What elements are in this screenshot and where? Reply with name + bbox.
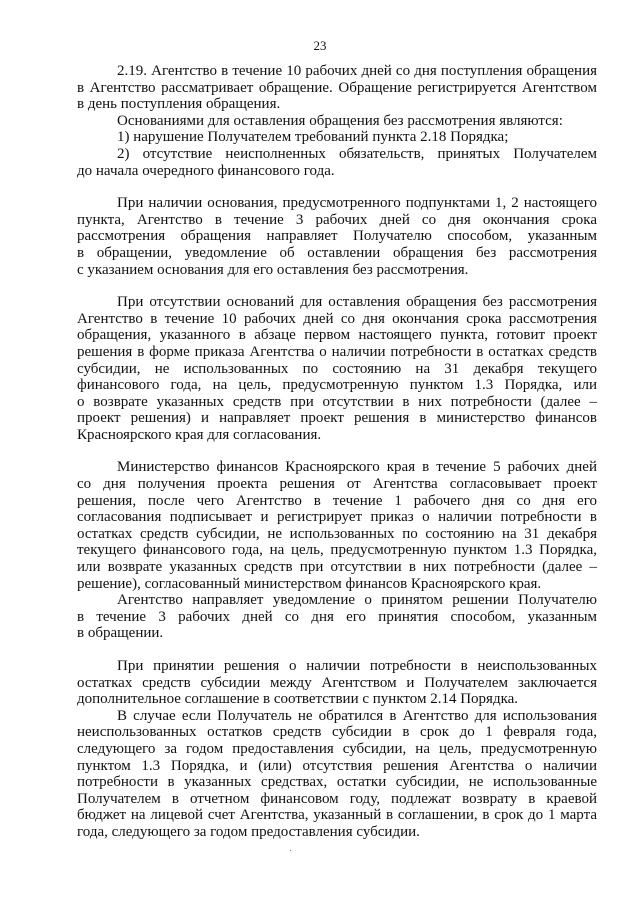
paragraph [77, 592, 597, 642]
page-number: 23 [313, 38, 327, 53]
text-line: или возврате указанных средств при отсутствии в них потребности (далее – [77, 559, 597, 576]
text-line: При принятии решения о наличии потребности в неиспользованных [117, 658, 597, 674]
text-line: При отсутствии оснований для оставления обращения без рассмотрения [117, 294, 597, 311]
text-line: решения в форме приказа Агентства о наличии потребности в остатках средств [77, 343, 597, 360]
text-line: проект решения) и направляет проект решения в министерство финансов [77, 410, 597, 427]
text-line: о возврате указанных средств при отсутствии в них потребности (далее – [77, 393, 597, 410]
text-line: года, следующего за годом предоставления субсидии. [77, 823, 420, 840]
text-line: решения, после чего Агентство в течение 1 рабочего дня со дня его [77, 492, 597, 509]
text-line: следующего за годом предоставления субсидии, на цель, предусмотренную [77, 740, 597, 757]
text-line: в Агентство рассматривает обращение. Обращение регистрируется Агентством [77, 79, 597, 96]
text-line: Министерство финансов Красноярского края в течение 5 рабочих дней [117, 459, 597, 476]
text-line: 2) отсутствие неисполненных обязательств, принятых Получателем [117, 145, 597, 162]
text-line: в обращении. [77, 625, 164, 642]
document-body [77, 63, 597, 841]
text-line: пункта, Агентство в течение 3 рабочих дней со дня окончания срока [77, 211, 597, 228]
text-line: обращения, указанного в абзаце первом настоящего пункта, готовит проект [77, 327, 597, 344]
text-line: текущего финансового года, на цель, предусмотренную пунктом 1.3 Порядка, [77, 542, 597, 559]
text-line: При наличии основания, предусмотренного подпунктами 1, 2 настоящего [117, 195, 597, 212]
paragraph [77, 146, 597, 179]
text-line: потребности в указанных средствах, остатки субсидии, не использованные [77, 774, 597, 791]
text-line: рассмотрения обращения направляет Получателю способом, указанным [77, 228, 597, 245]
text-line: финансового года, на цель, предусмотренную пунктом 1.3 Порядка, или [77, 377, 597, 394]
text-line: дополнительное соглашение в соответствии с пунктом 2.14 Порядка. [77, 691, 519, 708]
text-line: остатках средств субсидии между Агентством и Получателем заключается [77, 674, 597, 691]
text-line: с указанием основания для его оставления без рассмотрения. [77, 261, 469, 278]
paragraph [77, 63, 597, 113]
scan-speck [290, 850, 291, 851]
text-line: остатках средств субсидии, не использованных по состоянию на 31 декабря [77, 525, 597, 542]
text-line: со дня получения проекта решения от Агентства согласовывает проект [77, 476, 597, 493]
text-line: 1) нарушение Получателем требований пункта 2.18 Порядка; [117, 129, 509, 146]
text-line: согласования подписывает и регистрирует приказ о наличии потребности в [77, 509, 597, 526]
paragraph [77, 658, 597, 708]
paragraph [77, 459, 597, 592]
text-line: Красноярского края для согласования. [77, 426, 322, 443]
text-line: Основаниями для оставления обращения без рассмотрения являются: [117, 112, 563, 129]
paragraph [77, 129, 597, 146]
text-line: пунктом 1.3 Порядка, и (или) отсутствия решения Агентства о наличии [77, 757, 597, 774]
text-line: 2.19. Агентство в течение 10 рабочих дней со дня поступления обращения [117, 63, 597, 79]
paragraph [77, 708, 597, 841]
text-line: в течение 3 рабочих дней со дня его принятия способом, указанным [77, 608, 597, 625]
text-line: субсидии, не использованных по состоянию на 31 декабря текущего [77, 360, 597, 377]
text-line: до начала очередного финансового года. [77, 162, 335, 179]
text-line: В случае если Получатель не обратился в Агентство для использования [117, 707, 597, 724]
paragraph [77, 195, 597, 278]
text-line: в обращении, уведомление об оставлении обращения без рассмотрения [77, 244, 597, 261]
text-line: Получателем в отчетном финансовом году, подлежат возврату в краевой [77, 790, 597, 807]
text-line: решение), согласованный министерством финансов Красноярского края. [77, 575, 542, 592]
text-line: неиспользованных остатков средств субсидии в срок до 1 февраля года, [77, 724, 597, 741]
text-line: Агентство направляет уведомление о принятом решении Получателю [117, 592, 597, 609]
text-line: бюджет на лицевой счет Агентства, указанный в соглашении, в срок до 1 марта [77, 807, 597, 824]
paragraph [77, 113, 597, 130]
paragraph [77, 294, 597, 443]
text-line: Агентство в течение 10 рабочих дней со дня окончания срока рассмотрения [77, 310, 597, 327]
text-line: в день поступления обращения. [77, 96, 281, 113]
